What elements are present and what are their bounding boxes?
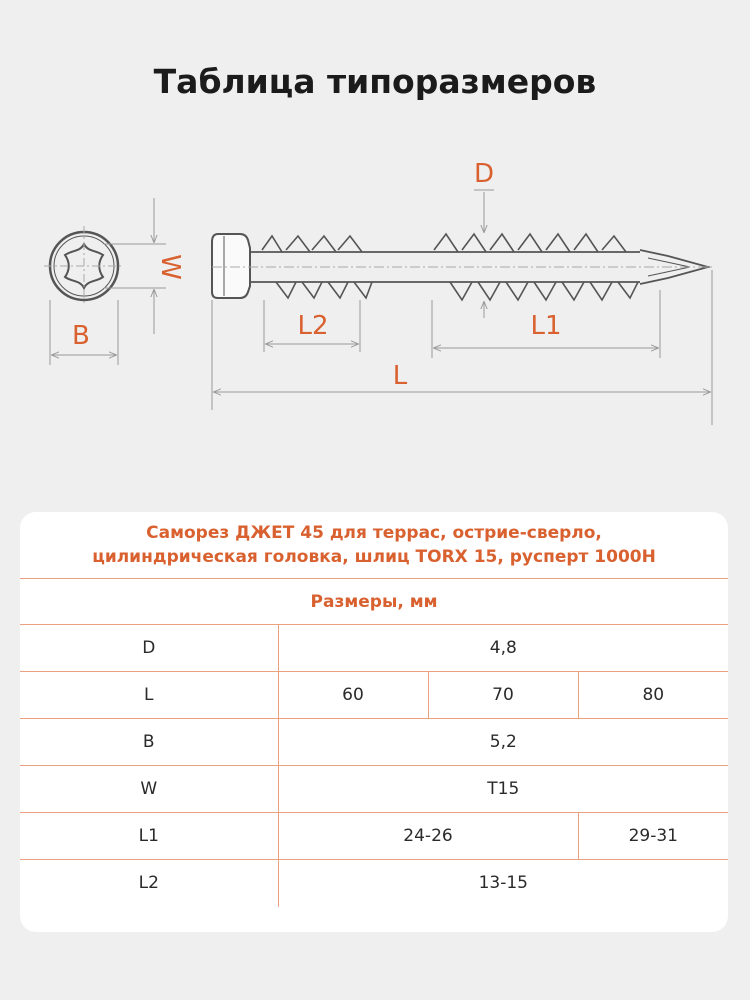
table-title-line1: Саморез ДЖЕТ 45 для террас, острие-сверло, bbox=[146, 523, 602, 543]
table-subtitle: Размеры, мм bbox=[20, 579, 728, 625]
table-row-l1 bbox=[20, 813, 728, 860]
torx-head-view bbox=[44, 226, 124, 306]
row-label-l1: L1 bbox=[20, 813, 278, 860]
table-title-row bbox=[20, 512, 728, 579]
row-label-d: D bbox=[20, 625, 278, 672]
sizes-table bbox=[20, 512, 728, 907]
row-label-w: W bbox=[20, 766, 278, 813]
table-row-l2 bbox=[20, 860, 728, 907]
sizes-table-card bbox=[20, 512, 728, 932]
table-row-l bbox=[20, 672, 728, 719]
row-value-l-2: 70 bbox=[428, 672, 578, 719]
table-row-d bbox=[20, 625, 728, 672]
w-label: W bbox=[155, 254, 185, 280]
table-title-line2: цилиндрическая головка, шлиц TORX 15, русперт 1000Н bbox=[92, 547, 656, 567]
screw-side-view bbox=[212, 234, 712, 300]
row-label-l2: L2 bbox=[20, 860, 278, 907]
l2-label: L2 bbox=[297, 311, 329, 341]
row-value-l2: 13-15 bbox=[478, 873, 528, 894]
row-value-l-3: 80 bbox=[578, 672, 728, 719]
table-row-w bbox=[20, 766, 728, 813]
l1-label: L1 bbox=[530, 311, 562, 341]
row-value-l1-2: 29-31 bbox=[578, 813, 728, 860]
row-label-b: B bbox=[20, 719, 278, 766]
table-row-b bbox=[20, 719, 728, 766]
row-value-d: 4,8 bbox=[278, 625, 728, 672]
row-value-b: 5,2 bbox=[278, 719, 728, 766]
row-value-l-1: 60 bbox=[278, 672, 428, 719]
row-value-l1-1: 24-26 bbox=[278, 813, 578, 860]
page-title: Таблица типоразмеров bbox=[153, 62, 597, 101]
row-value-w: T15 bbox=[278, 766, 728, 813]
b-label: B bbox=[72, 321, 90, 351]
l-label: L bbox=[392, 361, 408, 391]
table-subtitle-row bbox=[20, 579, 728, 625]
d-label: D bbox=[473, 159, 495, 189]
row-label-l: L bbox=[20, 672, 278, 719]
